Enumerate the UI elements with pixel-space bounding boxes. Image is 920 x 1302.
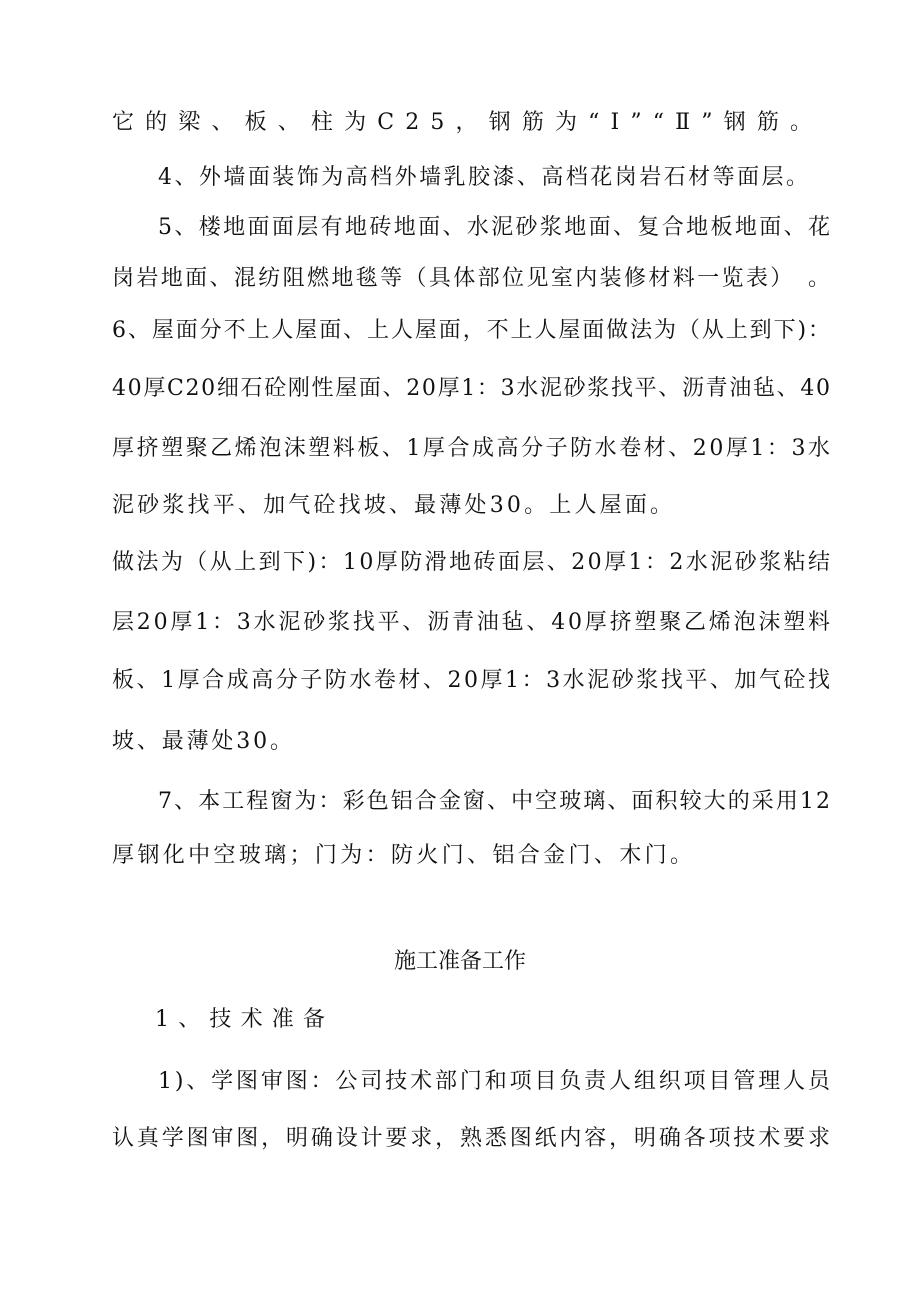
- paragraph-line: 4、外墙面装饰为高档外墙乳胶漆、高档花岗岩石材等面层。: [158, 165, 811, 190]
- section-subheading: 1、技术准备: [155, 1007, 335, 1032]
- paragraph-line: 厚钢化中空玻璃；门为：防火门、铝合金门、木门。: [112, 843, 696, 868]
- paragraph-line: 认真学图审图，明确设计要求，熟悉图纸内容，明确各项技术要求: [112, 1126, 833, 1151]
- paragraph-line: 板、1厚合成高分子防水卷材、20厚1：3水泥砂浆找平、加气砼找: [112, 668, 833, 693]
- paragraph-line: 7、本工程窗为：彩色铝合金窗、中空玻璃、面积较大的采用12: [158, 789, 833, 814]
- paragraph-line: 层20厚1：3水泥砂浆找平、沥青油毡、40厚挤塑聚乙烯泡沫塑料: [112, 610, 833, 635]
- paragraph-line: 岗岩地面、混纺阻燃地毯等（具体部位见室内装修材料一览表） 。: [112, 266, 833, 291]
- paragraph-line: 5、楼地面面层有地砖地面、水泥砂浆地面、复合地板地面、花: [158, 215, 833, 240]
- paragraph-line: 泥砂浆找平、加气砼找坡、最薄处30。上人屋面。: [112, 493, 676, 518]
- paragraph-line: 做法为（从上到下)：10厚防滑地砖面层、20厚1：2水泥砂浆粘结: [112, 550, 833, 575]
- paragraph-line: 坡、最薄处30。: [112, 729, 295, 754]
- paragraph-line: 40厚C20细石砼刚性屋面、20厚1：3水泥砂浆找平、沥青油毡、40: [112, 376, 832, 401]
- section-heading: 施工准备工作: [393, 949, 526, 974]
- paragraph-line: 它的梁、板、柱为C25，钢筋为“Ⅰ”“Ⅱ”钢筋。: [112, 110, 824, 135]
- paragraph-line: 厚挤塑聚乙烯泡沫塑料板、1厚合成高分子防水卷材、20厚1：3水: [112, 436, 833, 461]
- paragraph-line: 1)、学图审图：公司技术部门和项目负责人组织项目管理人员: [158, 1069, 833, 1094]
- paragraph-line: 6、屋面分不上人屋面、上人屋面，不上人屋面做法为（从上到下)：: [112, 318, 832, 343]
